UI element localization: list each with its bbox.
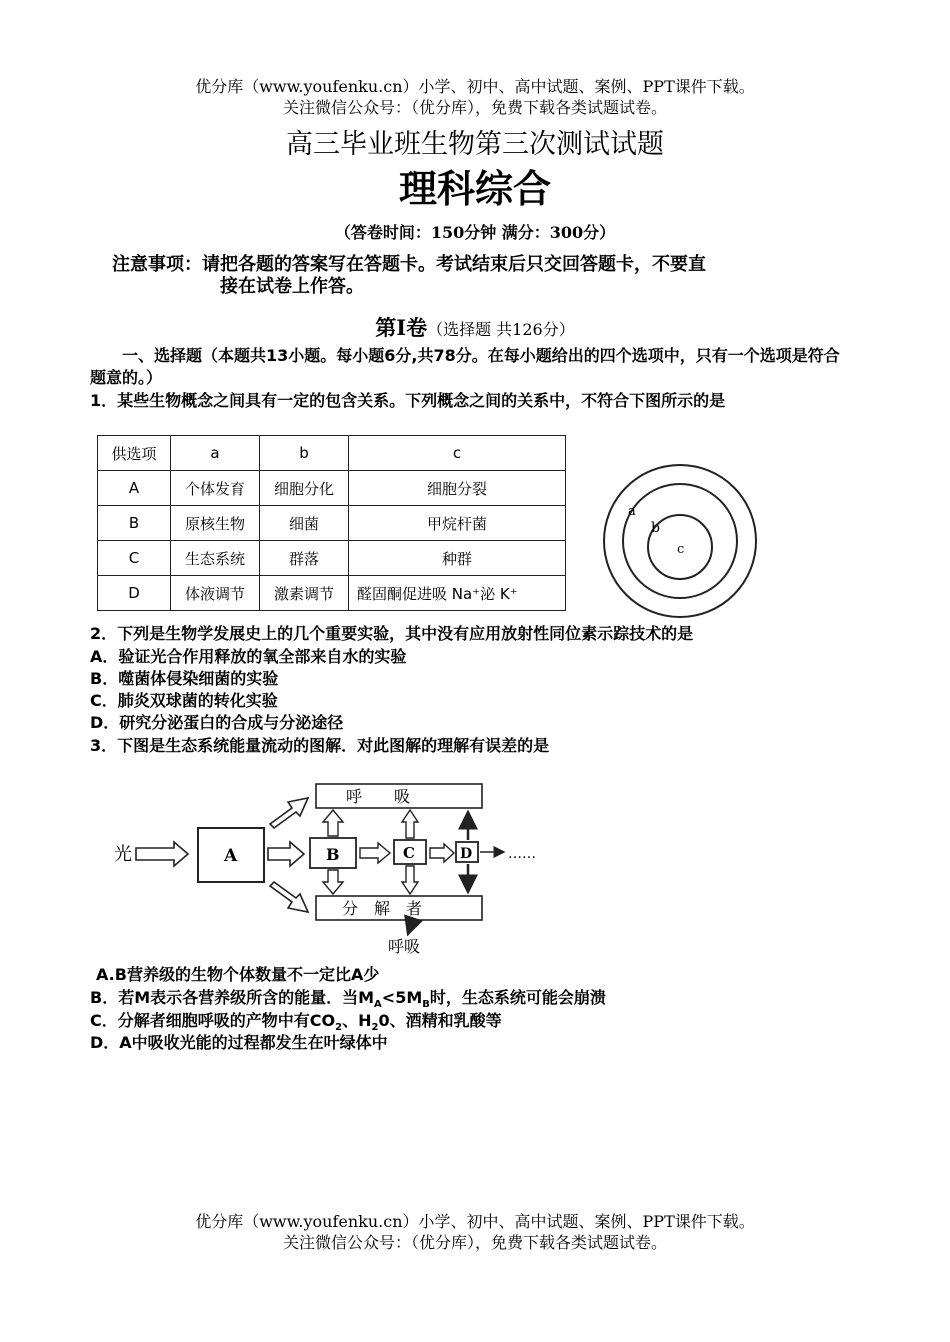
label-c: c (677, 542, 685, 557)
q3-stem: 3．下图是生态系统能量流动的图解．对此图解的理解有误差的是 (90, 736, 550, 755)
notice-line-1: 请把各题的答案写在答题卡。考试结束后只交回答题卡，不要直 (202, 254, 706, 275)
table-row (98, 576, 566, 611)
subscript-a: A (374, 999, 382, 1011)
table-cell: 生态系统 (171, 541, 260, 576)
page-subtitle: 理科综合 (398, 167, 551, 211)
table-row (98, 471, 566, 506)
table-cell: 个体发育 (171, 471, 260, 506)
table-cell: 原核生物 (171, 506, 260, 541)
table-cell: B (98, 506, 171, 541)
arrow-a-to-b (268, 842, 304, 866)
table-cell: D (98, 576, 171, 611)
table-cell: 细胞分裂 (349, 471, 566, 506)
box-a-label: A (224, 846, 238, 866)
q3-option-c-text: 、H (342, 1011, 372, 1030)
table-cell: A (98, 471, 171, 506)
label-b: b (651, 520, 660, 536)
footer-line-1: 优分库（www.youfenku.cn）小学、初中、高中试题、案例、PPT课件下载。 (195, 1212, 755, 1231)
table-header-cell: b (260, 436, 349, 471)
table-row (98, 541, 566, 576)
header-line-2: 关注微信公众号：（优分库），免费下载各类试题试卷。 (282, 98, 667, 117)
q3-option-a: A.B营养级的生物个体数量不一定比A少 (96, 965, 380, 984)
concentric-circles-diagram (600, 460, 765, 620)
q3-option-b (90, 985, 606, 1010)
continuation-dots: …… (508, 846, 536, 862)
table-cell: 种群 (349, 541, 566, 576)
q2-stem: 2．下列是生物学发展史上的几个重要实验，其中没有应用放射性同位素示踪技术的是 (90, 624, 694, 643)
subscript-b: B (422, 999, 430, 1011)
arrow-c-up (402, 810, 418, 838)
arrow-c-down (402, 866, 418, 894)
q2-option-d: D．研究分泌蛋白的合成与分泌途径 (90, 713, 344, 732)
box-d-label: D (460, 846, 473, 862)
notice-label: 注意事项： (112, 254, 202, 275)
light-label: 光 (114, 844, 132, 865)
table-cell: 甲烷杆菌 (349, 506, 566, 541)
table-header-cell: a (171, 436, 260, 471)
respiration-bottom-label: 呼吸 (388, 937, 421, 956)
table-cell: C (98, 541, 171, 576)
table-cell: 细胞分化 (260, 471, 349, 506)
arrow-decomposer-respiration (408, 922, 412, 934)
box-b-label: B (326, 845, 340, 864)
q3-option-d: D．A中吸收光能的过程都发生在叶绿体中 (90, 1033, 388, 1052)
q3-option-b-text: 时，生态系统可能会崩溃 (429, 988, 606, 1007)
table-cell: 体液调节 (171, 576, 260, 611)
table-header-cell: c (349, 436, 566, 471)
q1-table-wrap (97, 435, 566, 611)
q3-option-b-text: B．若M表示各营养级所含的能量．当M (90, 988, 375, 1007)
circle-a (604, 465, 756, 617)
section-intro: 一、选择题（本题共13小题。每小题6分,共78分。在每小题给出的四个选项中，只有一个选项是符合题意的。） (90, 346, 840, 387)
section-name: 第Ⅰ卷 (375, 315, 428, 340)
notice (112, 254, 842, 298)
q3-option-b-text: <5M (381, 988, 423, 1007)
arrow-c-to-d (430, 844, 454, 862)
q1-stem: 1．某些生物概念之间具有一定的包含关系。下列概念之间的关系中，不符合下图所示的是 (90, 391, 726, 410)
table-row (98, 506, 566, 541)
arrow-light-to-a (136, 842, 188, 866)
table-header-cell: 供选项 (98, 436, 171, 471)
label-a: a (628, 504, 636, 519)
respiration-top-label: 呼 吸 (346, 787, 411, 806)
arrow-a-to-respiration (270, 798, 308, 828)
energy-flow-diagram (112, 778, 572, 956)
q1-table (97, 435, 566, 611)
decomposer-label: 分 解 者 (342, 899, 423, 918)
q2-option-c: C．肺炎双球菌的转化实验 (90, 691, 278, 710)
q2-option-b: B．噬菌体侵染细菌的实验 (90, 669, 279, 688)
table-cell: 细菌 (260, 506, 349, 541)
subscript-2: 2 (371, 1022, 379, 1034)
table-header-row (98, 436, 566, 471)
arrow-b-up (323, 810, 343, 836)
circle-b (623, 484, 737, 598)
arrow-b-down (323, 870, 343, 894)
notice-line-2: 接在试卷上作答。 (220, 276, 364, 297)
header-line-1: 优分库（www.youfenku.cn）小学、初中、高中试题、案例、PPT课件下载。 (195, 77, 755, 96)
q3-option-c-text: C．分解者细胞呼吸的产物中有CO (90, 1011, 336, 1030)
arrow-a-to-decomposer (270, 882, 308, 912)
q2-option-a: A．验证光合作用释放的氧全部来自水的实验 (90, 647, 407, 666)
table-cell: 群落 (260, 541, 349, 576)
page-title: 高三毕业班生物第三次测试试题 (286, 129, 664, 160)
subscript-2: 2 (335, 1022, 343, 1034)
arrow-b-to-c (360, 843, 390, 863)
q3-option-c-text: 0、酒精和乳酸等 (378, 1011, 502, 1030)
section-note: （选择题 共126分） (427, 320, 575, 339)
box-c-label: C (403, 844, 415, 862)
section-title (0, 312, 950, 342)
table-cell: 激素调节 (260, 576, 349, 611)
exam-info: （答卷时间：150分钟 满分：300分） (334, 223, 616, 242)
table-cell: 醛固酮促进吸 Na⁺泌 K⁺ (349, 576, 566, 611)
footer-line-2: 关注微信公众号：（优分库），免费下载各类试题试卷。 (282, 1233, 667, 1252)
